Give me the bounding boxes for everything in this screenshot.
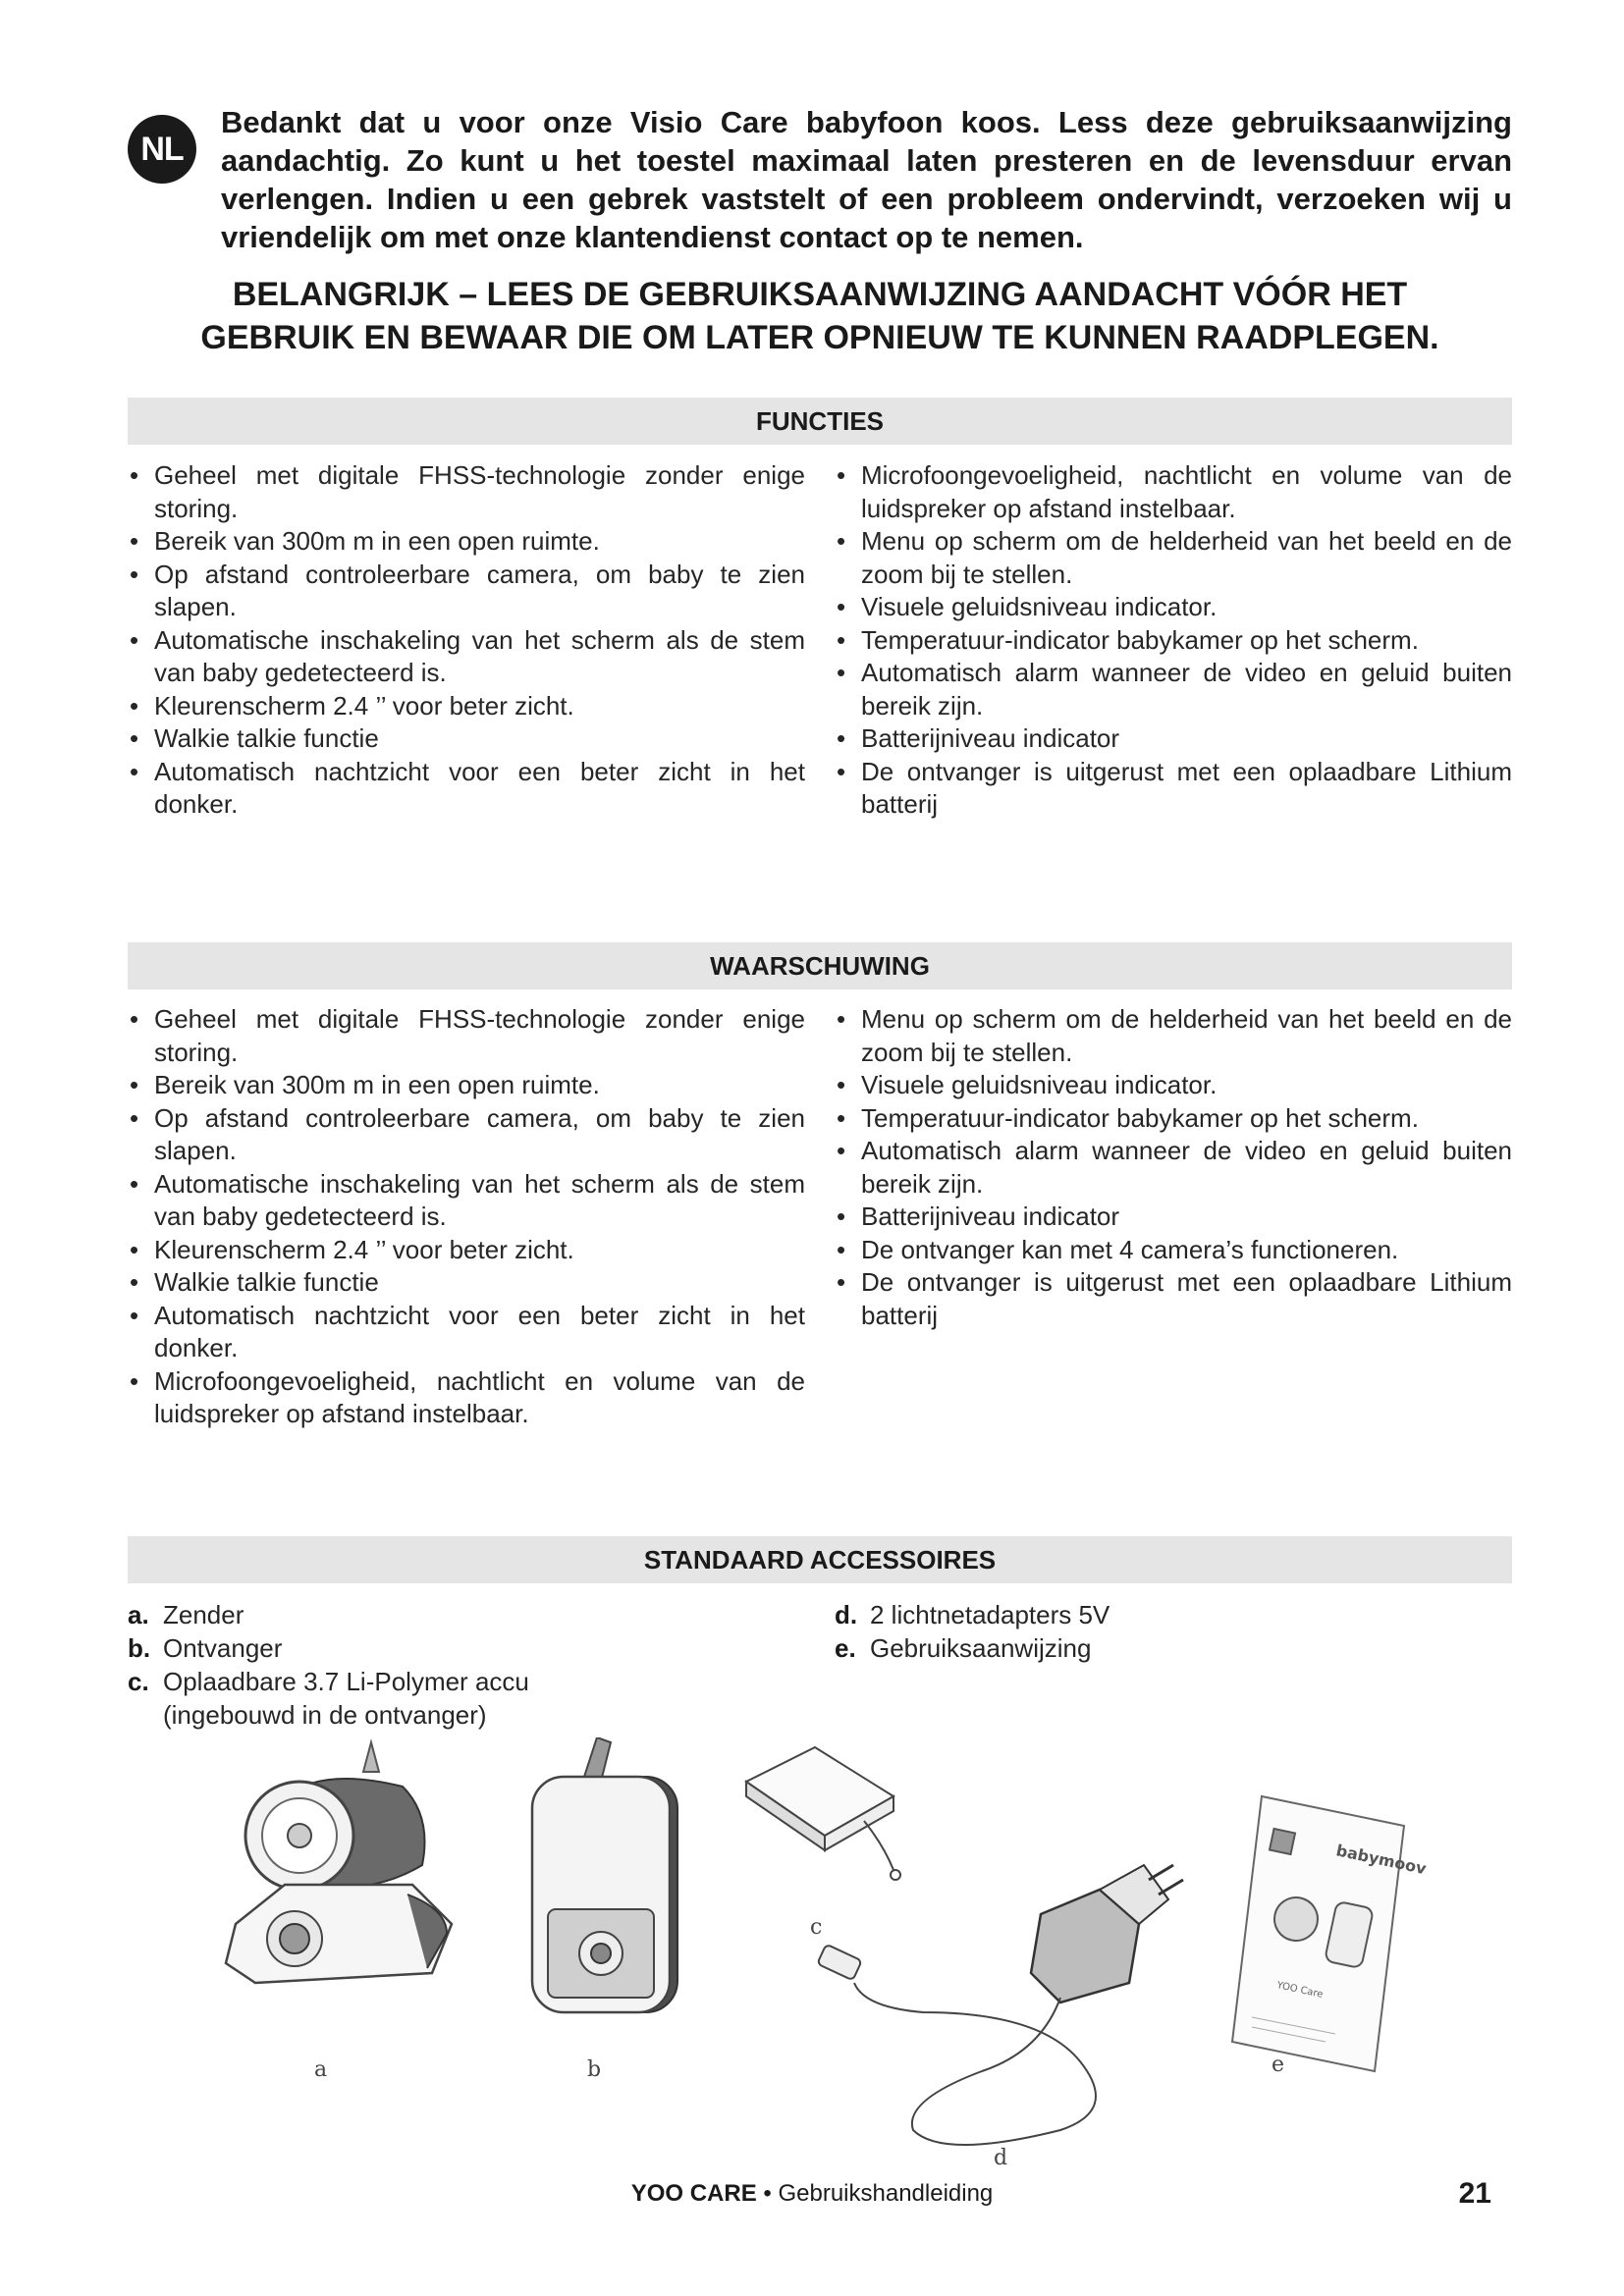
accessoires-right-list [835, 1598, 1512, 1665]
list-item: • De ontvanger is uitgerust met een oplaadbare Lithium batterij [835, 756, 1512, 822]
manual-brand: babymoov [1334, 1841, 1429, 1879]
label-e: e [1272, 2053, 1285, 2077]
intro-block [128, 103, 1512, 256]
list-item: • Automatische inschakeling van het scherm als de stem van baby gedetecteerd is. [128, 1168, 805, 1234]
accessory-letter: d. [835, 1600, 858, 1629]
list-item: • Geheel met digitale FHSS-technologie zonder enige storing. [128, 1003, 805, 1069]
waarschuwing-right-column [835, 1003, 1512, 1431]
accessory-item [835, 1631, 1512, 1665]
list-item: • Microfoongevoeligheid, nachtlicht en volume van de luidspreker op afstand instelbaar. [128, 1365, 805, 1431]
power-adapter-drawing [817, 1865, 1183, 2145]
accessoires-left-list [128, 1598, 579, 1732]
list-item: • Temperatuur-indicator babykamer op het scherm. [835, 624, 1512, 658]
list-item: • Automatisch alarm wanneer de video en geluid buiten bereik zijn. [835, 657, 1512, 722]
waarschuwing-columns [128, 1003, 1512, 1431]
accessory-text: Oplaadbare 3.7 Li-Polymer accu (ingebouwd in de ontvanger) [163, 1667, 529, 1730]
important-line-2: GEBRUIK EN BEWAAR DIE OM LATER OPNIEUW TE KUNNEN RAADPLEGEN. [200, 319, 1439, 356]
accessory-item [128, 1631, 579, 1665]
list-item: • Microfoongevoeligheid, nachtlicht en volume van de luidspreker op afstand instelbaar. [835, 459, 1512, 525]
footer-brand: YOO CARE [630, 2180, 757, 2207]
accessory-letter: e. [835, 1633, 856, 1663]
accessory-letter: b. [128, 1633, 151, 1663]
page-number: 21 [1458, 2177, 1491, 2210]
battery-drawing [746, 1747, 900, 1880]
list-item: • Op afstand controleerbare camera, om baby te zien slapen. [128, 559, 805, 624]
footer-title [0, 2174, 1624, 2214]
list-item: • Bereik van 300m m in een open ruimte. [128, 525, 805, 559]
label-d: d [994, 2146, 1008, 2169]
list-item: • Menu op scherm om de helderheid van het beeld en de zoom bij te stellen. [835, 1003, 1512, 1069]
footer-separator: • [763, 2180, 772, 2207]
accessory-item [128, 1665, 579, 1732]
accessoires-right-column [835, 1598, 1512, 1732]
functies-left-column [128, 459, 805, 822]
list-item: • Kleurenscherm 2.4 ’’ voor beter zicht. [128, 690, 805, 723]
language-badge: NL [128, 115, 196, 184]
list-item: • Batterijniveau indicator [835, 722, 1512, 756]
list-item: • Automatisch nachtzicht voor een beter zicht in het donker. [128, 1300, 805, 1365]
accessory-text: Ontvanger [163, 1633, 283, 1663]
accessory-item [128, 1598, 579, 1631]
list-item: • Bereik van 300m m in een open ruimte. [128, 1069, 805, 1102]
accessoires-columns [128, 1598, 1512, 1732]
camera-unit-drawing [226, 1742, 452, 1983]
list-item: • Walkie talkie functie [128, 1266, 805, 1300]
section-title-functies: FUNCTIES [128, 398, 1512, 445]
list-item: • Automatisch nachtzicht voor een beter zicht in het donker. [128, 756, 805, 822]
list-item: • Kleurenscherm 2.4 ’’ voor beter zicht. [128, 1234, 805, 1267]
list-item: • Visuele geluidsniveau indicator. [835, 1069, 1512, 1102]
list-item: • De ontvanger is uitgerust met een oplaadbare Lithium batterij [835, 1266, 1512, 1332]
accessory-text: 2 lichtnetadapters 5V [870, 1600, 1110, 1629]
list-item: • Menu op scherm om de helderheid van het beeld en de zoom bij te stellen. [835, 525, 1512, 591]
label-a: a [314, 2057, 328, 2082]
functies-right-column [835, 459, 1512, 822]
label-b: b [587, 2057, 602, 2082]
accessory-text: Zender [163, 1600, 244, 1629]
receiver-unit-drawing [532, 1737, 677, 2012]
list-item: • Batterijniveau indicator [835, 1201, 1512, 1234]
list-item: • Op afstand controleerbare camera, om baby te zien slapen. [128, 1102, 805, 1168]
list-item: • Geheel met digitale FHSS-technologie zonder enige storing. [128, 459, 805, 525]
waarschuwing-left-column [128, 1003, 805, 1431]
waarschuwing-left-list [128, 1003, 805, 1431]
section-title-accessoires: STANDAARD ACCESSOIRES [128, 1536, 1512, 1583]
list-item: • Automatische inschakeling van het scherm als de stem van baby gedetecteerd is. [128, 624, 805, 690]
list-item: • Temperatuur-indicator babykamer op het scherm. [835, 1102, 1512, 1136]
functies-right-list [835, 459, 1512, 822]
list-item: • De ontvanger kan met 4 camera’s functioneren. [835, 1234, 1512, 1267]
accessory-letter: c. [128, 1667, 149, 1696]
accessory-item [835, 1598, 1512, 1631]
list-item: • Walkie talkie functie [128, 722, 805, 756]
functies-left-list [128, 459, 805, 822]
list-item: • Automatisch alarm wanneer de video en geluid buiten bereik zijn. [835, 1135, 1512, 1201]
functies-columns [128, 459, 1512, 822]
product-illustration [177, 1737, 1483, 2169]
accessory-text: Gebruiksaanwijzing [870, 1633, 1092, 1663]
intro-text: Bedankt dat u voor onze Visio Care babyfoon koos. Less deze gebruiksaanwijzing aandachtig. Zo kunt u het toestel maximaal laten presteren en de levensduur ervan verlengen. Indien u een gebrek vaststelt of een probleem ondervindt, verzoeken wij u vriendelijk om met onze klantendienst contact op te nemen. [221, 105, 1512, 254]
accessory-letter: a. [128, 1600, 149, 1629]
accessoires-left-column [128, 1598, 579, 1732]
footer-subtitle: Gebruikshandleiding [778, 2180, 994, 2207]
important-notice [128, 273, 1512, 359]
waarschuwing-right-list [835, 1003, 1512, 1332]
manual-drawing [1232, 1796, 1429, 2071]
page-footer [0, 2174, 1624, 2214]
list-item: • Visuele geluidsniveau indicator. [835, 591, 1512, 624]
manual-title: YOO Care [1275, 1980, 1325, 2001]
important-line-1: BELANGRIJK – LEES DE GEBRUIKSAANWIJZING AANDACHT VÓÓR HET [232, 276, 1408, 313]
label-c: c [810, 1915, 823, 1940]
section-title-waarschuwing: WAARSCHUWING [128, 942, 1512, 989]
